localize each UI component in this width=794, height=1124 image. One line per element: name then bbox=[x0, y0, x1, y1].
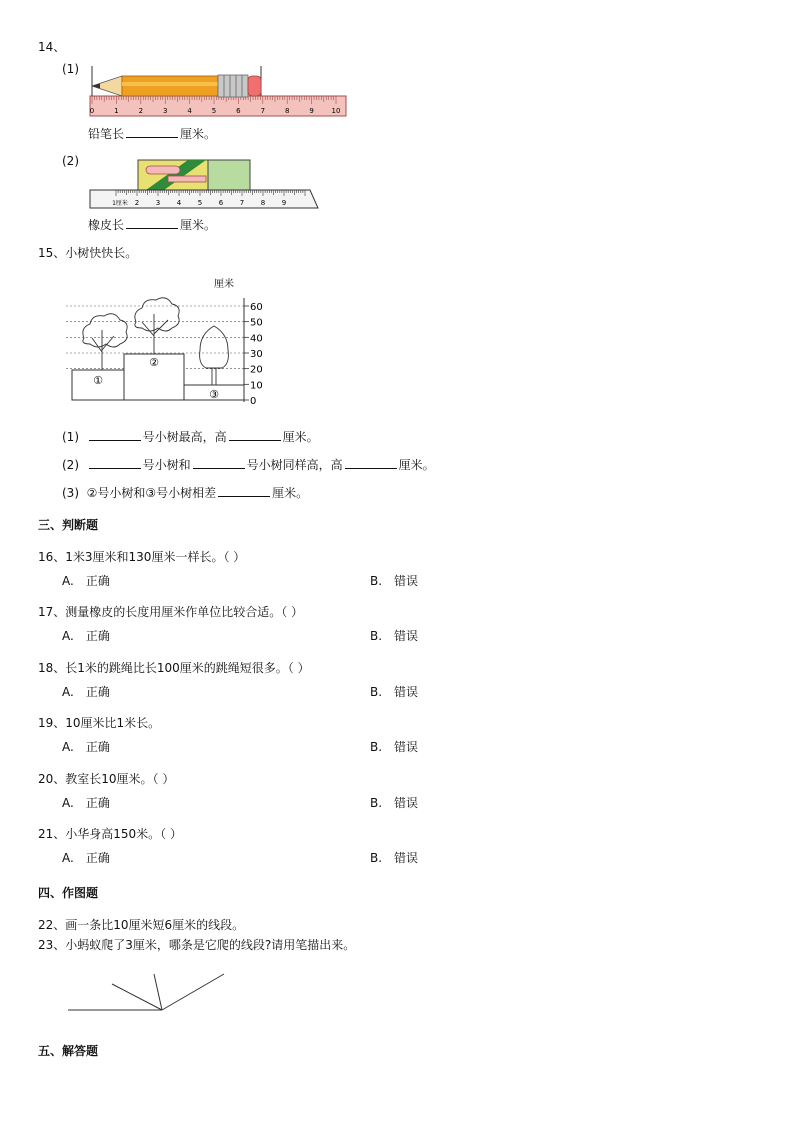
ruler-tick-label: 5 bbox=[211, 107, 217, 115]
ruler-tick-label: 4 bbox=[187, 107, 192, 115]
segment-left[interactable] bbox=[112, 984, 162, 1010]
section-4-heading: 四、作图题 bbox=[38, 886, 99, 900]
option-a-correct[interactable]: A. 正确 bbox=[62, 851, 110, 865]
answer-blank[interactable] bbox=[126, 217, 178, 229]
sub-text: 厘米。 bbox=[282, 430, 319, 444]
tree-3 bbox=[200, 326, 229, 385]
axis-tick-label: 40 bbox=[250, 333, 263, 345]
sub-text: 厘米。 bbox=[398, 458, 435, 472]
answer-prefix: 橡皮长 bbox=[88, 218, 125, 232]
ruler-tick-label: 0 bbox=[89, 107, 95, 115]
ruler-tick-label: 2 bbox=[134, 199, 140, 207]
q14-part2-label: (2) bbox=[62, 154, 79, 168]
tree-2 bbox=[135, 298, 179, 354]
answer-blank[interactable] bbox=[345, 457, 397, 469]
tree-1 bbox=[83, 314, 127, 370]
ruler-tick-label: 7 bbox=[260, 107, 266, 115]
answer-blank[interactable] bbox=[193, 457, 245, 469]
q15-sub2 bbox=[62, 456, 435, 473]
ruler-tick-label: 2 bbox=[138, 107, 144, 115]
answer-blank[interactable] bbox=[229, 429, 281, 441]
q14-part2-answer bbox=[88, 216, 216, 233]
q14-part1-answer bbox=[88, 125, 216, 142]
question-19: 19、10厘米比1米长。 bbox=[38, 716, 161, 730]
tree-label-1: ① bbox=[93, 374, 103, 387]
ruler-tick-label: 1厘米 bbox=[112, 200, 128, 207]
tree-label-2: ② bbox=[149, 356, 159, 369]
q15-sub1 bbox=[62, 428, 319, 445]
sub-label: (2) bbox=[62, 458, 79, 472]
unit-label: 厘米 bbox=[214, 279, 234, 290]
question-17: 17、测量橡皮的长度用厘米作单位比较合适。（ ） bbox=[38, 605, 304, 619]
option-b-wrong[interactable]: B. 错误 bbox=[370, 574, 419, 588]
sub-text: ②号小树和③号小树相差 bbox=[86, 486, 217, 500]
question-16: 16、1米3厘米和130厘米一样长。（ ） bbox=[38, 550, 246, 564]
sub-label: (1) bbox=[62, 430, 79, 444]
question-20: 20、教室长10厘米。（ ） bbox=[38, 772, 175, 786]
answer-suffix: 厘米。 bbox=[180, 218, 217, 232]
pencil-highlight bbox=[122, 82, 218, 86]
ruler-tick-label: 8 bbox=[284, 107, 290, 115]
ruler-tick-label: 4 bbox=[176, 199, 182, 207]
eraser-on-ruler-figure bbox=[88, 158, 324, 214]
ruler-tick-label: 3 bbox=[155, 199, 161, 207]
option-a-correct[interactable]: A. 正确 bbox=[62, 740, 110, 754]
option-b-wrong[interactable]: B. 错误 bbox=[370, 740, 419, 754]
sub-text: 号小树和 bbox=[142, 458, 191, 472]
axis-tick-label: 60 bbox=[250, 302, 263, 313]
question-15-title: 15、小树快快长。 bbox=[38, 246, 138, 260]
axis-tick-label: 20 bbox=[250, 364, 263, 376]
option-b-wrong[interactable]: B. 错误 bbox=[370, 851, 419, 865]
ruler-tick-label: 1 bbox=[114, 107, 119, 115]
option-a-correct[interactable]: A. 正确 bbox=[62, 796, 110, 810]
ruler-tick-label: 10 bbox=[331, 107, 341, 115]
option-b-wrong[interactable]: B. 错误 bbox=[370, 685, 419, 699]
option-a-correct[interactable]: A. 正确 bbox=[62, 574, 110, 588]
question-21: 21、小华身高150米。（ ） bbox=[38, 827, 182, 841]
option-b-wrong[interactable]: B. 错误 bbox=[370, 796, 419, 810]
sub-text: 厘米。 bbox=[272, 486, 309, 500]
q14-part1-label: (1) bbox=[62, 62, 79, 76]
option-b-wrong[interactable]: B. 错误 bbox=[370, 629, 419, 643]
axis-tick-label: 30 bbox=[250, 349, 263, 360]
axis-tick-label: 50 bbox=[250, 317, 263, 329]
axis-tick-label: 0 bbox=[250, 396, 257, 407]
line-segments-figure bbox=[62, 968, 242, 1024]
question-18: 18、长1米的跳绳比长100厘米的跳绳短很多。（ ） bbox=[38, 661, 310, 675]
sub-label: (3) bbox=[62, 486, 79, 500]
answer-blank[interactable] bbox=[89, 457, 141, 469]
ruler-tick-label: 9 bbox=[281, 199, 287, 207]
axis-ticks bbox=[244, 302, 263, 407]
option-a-correct[interactable]: A. 正确 bbox=[62, 629, 110, 643]
answer-blank[interactable] bbox=[218, 485, 270, 497]
ruler-tick-label: 8 bbox=[260, 199, 266, 207]
ruler-tick-label: 7 bbox=[239, 199, 245, 207]
answer-suffix: 厘米。 bbox=[180, 127, 217, 141]
option-a-correct[interactable]: A. 正确 bbox=[62, 685, 110, 699]
sub-text: 号小树同样高，高 bbox=[246, 458, 343, 472]
axis-tick-label: 10 bbox=[250, 380, 263, 392]
pencil-on-ruler-figure bbox=[88, 62, 350, 118]
sub-text: 号小树最高，高 bbox=[142, 430, 227, 444]
segment-right[interactable] bbox=[162, 974, 224, 1010]
tree-height-figure bbox=[62, 272, 282, 410]
question-22: 22、画一条比10厘米短6厘米的线段。 bbox=[38, 918, 245, 932]
question-23: 23、小蚂蚁爬了3厘米，哪条是它爬的线段?请用笔描出来。 bbox=[38, 938, 356, 952]
ruler-tick-label: 3 bbox=[162, 107, 168, 115]
pencil-eraser bbox=[248, 76, 261, 96]
answer-blank[interactable] bbox=[89, 429, 141, 441]
question-14-number: 14、 bbox=[38, 40, 66, 54]
ruler-tick-label: 6 bbox=[218, 199, 224, 207]
answer-prefix: 铅笔长 bbox=[88, 127, 125, 141]
ruler-tick-label: 5 bbox=[197, 199, 203, 207]
q15-sub3 bbox=[62, 484, 308, 501]
ruler-tick-label: 9 bbox=[309, 107, 314, 115]
tree-label-3: ③ bbox=[209, 388, 219, 401]
answer-blank[interactable] bbox=[126, 126, 178, 138]
pencil-ferrule bbox=[218, 75, 248, 97]
section-5-heading: 五、解答题 bbox=[38, 1044, 99, 1058]
ruler-tick-label: 6 bbox=[236, 107, 241, 115]
section-3-heading: 三、判断题 bbox=[38, 518, 99, 532]
segment-up[interactable] bbox=[154, 974, 162, 1010]
